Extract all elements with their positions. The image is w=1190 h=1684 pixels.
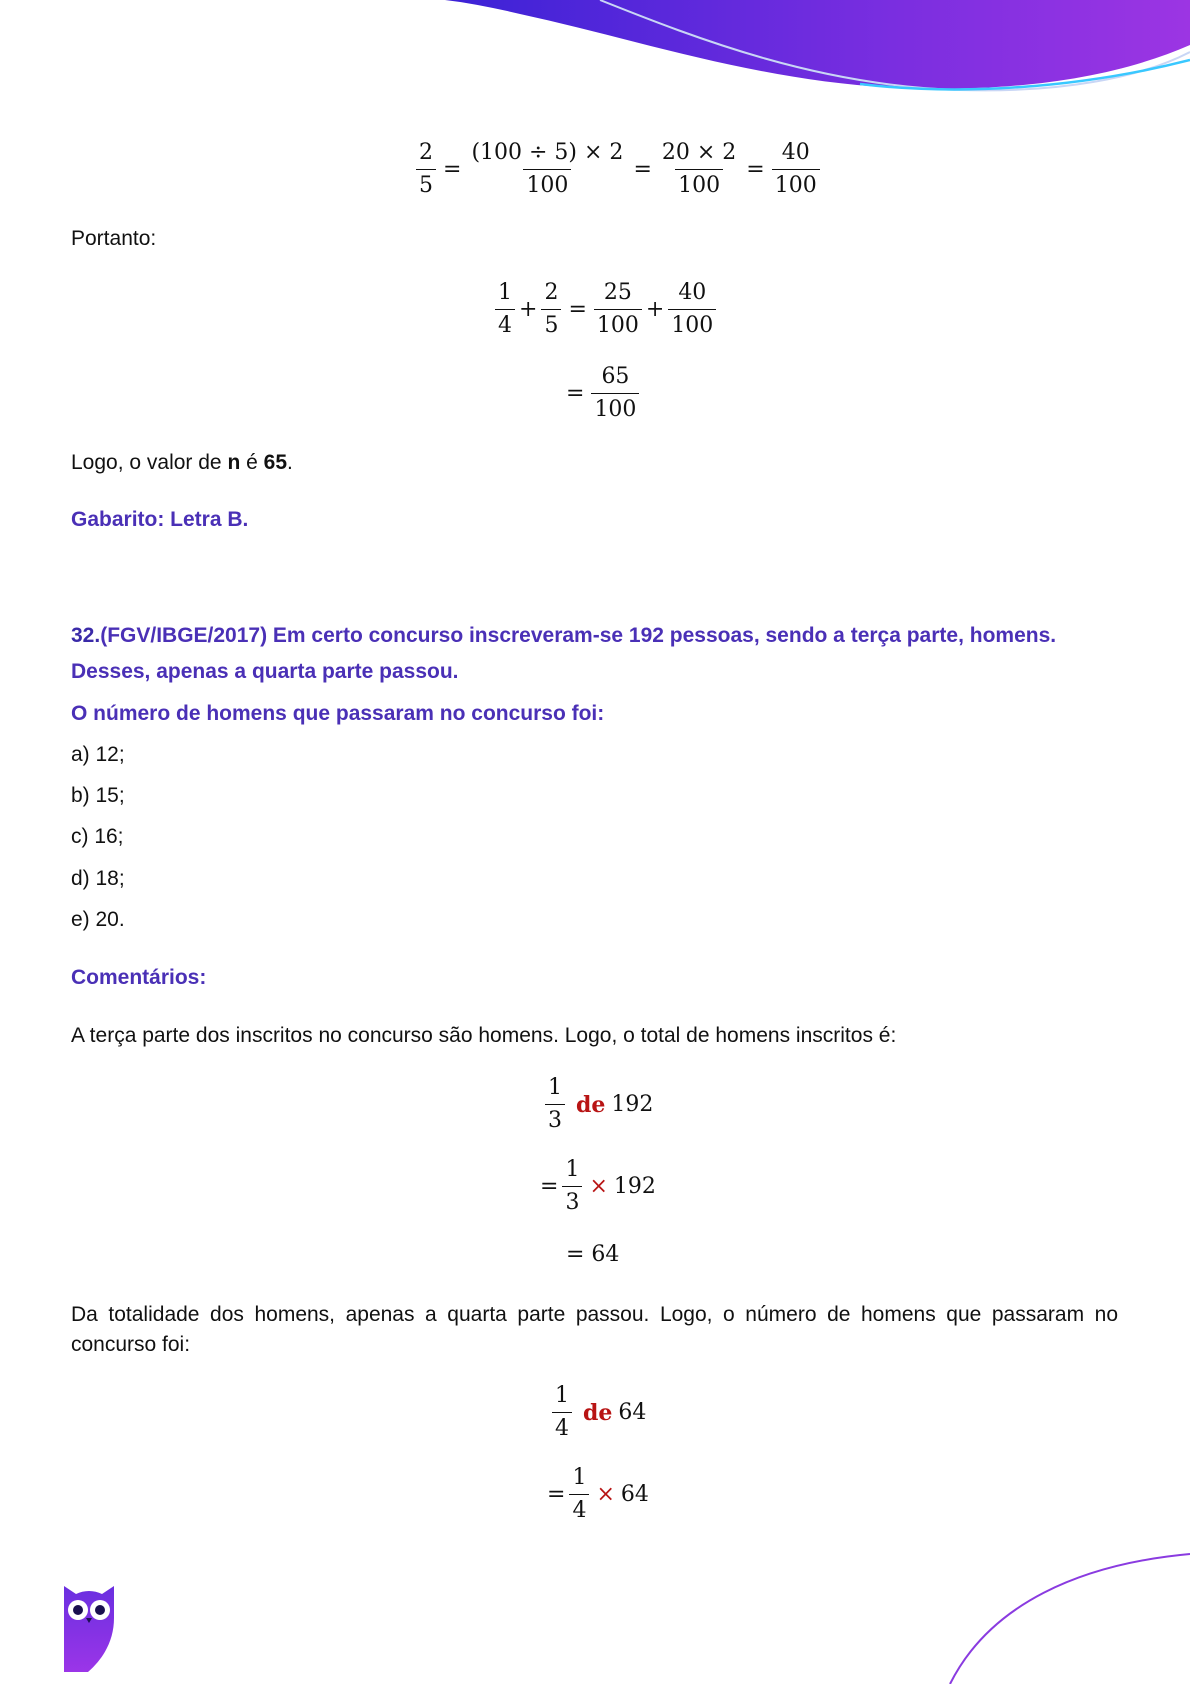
equation-result: = $\frac{65}{100}$	[562, 364, 642, 423]
answer-key: Gabarito: Letra B.	[71, 508, 249, 531]
footer-curve-decoration	[930, 1544, 1190, 1684]
comments-heading: Comentários:	[71, 966, 207, 989]
calc-one-quarter-times: = $\frac{1}{4}$ × 64	[547, 1465, 649, 1523]
question-statement: 32.(FGV/IBGE/2017) Em certo concurso inscreveram-se 192 pessoas, sendo a terça parte, homens. Desses, apenas a quarta parte passou.	[71, 624, 1057, 683]
fraction: $\frac{40}{100}$	[668, 280, 716, 339]
equation-two-fifths: $\frac{2}{5}$ = $\frac{(100 \div 5) \times 2}{100}$ = $\frac{20 \times 2}{100}$ = $\frac{40}{100}$	[413, 140, 823, 199]
option-c: c) 16;	[71, 825, 124, 848]
fraction: $\frac{2}{5}$	[416, 140, 436, 199]
equation-sum: $\frac{1}{4}$ + $\frac{2}{5}$ = $\frac{25}{100}$ + $\frac{40}{100}$	[492, 280, 719, 339]
comment-paragraph-2: Da totalidade dos homens, apenas a quarta parte passou. Logo, o número de homens que passaram no concurso foi:	[71, 1303, 1118, 1356]
owl-logo-icon	[60, 1578, 118, 1674]
fraction: $\frac{(100 \div 5) \times 2}{100}$	[471, 140, 624, 198]
question-prompt: O número de homens que passaram no concurso foi:	[71, 702, 605, 725]
fraction: $\frac{1}{4}$	[552, 1383, 572, 1442]
calc-one-third-times: = $\frac{1}{3}$ × 192	[540, 1157, 656, 1215]
option-a: a) 12;	[71, 743, 125, 766]
calc-result-64: = 64	[566, 1242, 620, 1267]
fraction: $\frac{1}{4}$	[495, 280, 515, 339]
header-wave-decoration	[0, 0, 1190, 110]
portanto-label: Portanto:	[71, 227, 157, 250]
fraction: $\frac{1}{4}$	[569, 1465, 589, 1524]
calc-one-quarter: $\frac{1}{4}$ de 64	[549, 1383, 646, 1442]
fraction: $\frac{40}{100}$	[772, 140, 820, 199]
calc-one-third: $\frac{1}{3}$ de 192	[542, 1075, 653, 1134]
fraction: $\frac{1}{3}$	[545, 1075, 565, 1134]
fraction: $\frac{25}{100}$	[594, 280, 642, 339]
option-d: d) 18;	[71, 867, 125, 890]
option-e: e) 20.	[71, 908, 125, 931]
fraction: $\frac{20 \times 2}{100}$	[661, 140, 737, 198]
fraction: $\frac{1}{3}$	[562, 1157, 582, 1216]
conclusion-line: Logo, o valor de n é 65.	[71, 451, 293, 474]
fraction: $\frac{2}{5}$	[541, 280, 561, 339]
option-b: b) 15;	[71, 784, 125, 807]
comment-paragraph-1: A terça parte dos inscritos no concurso são homens. Logo, o total de homens inscritos é:	[71, 1024, 897, 1047]
fraction: $\frac{65}{100}$	[591, 364, 639, 423]
